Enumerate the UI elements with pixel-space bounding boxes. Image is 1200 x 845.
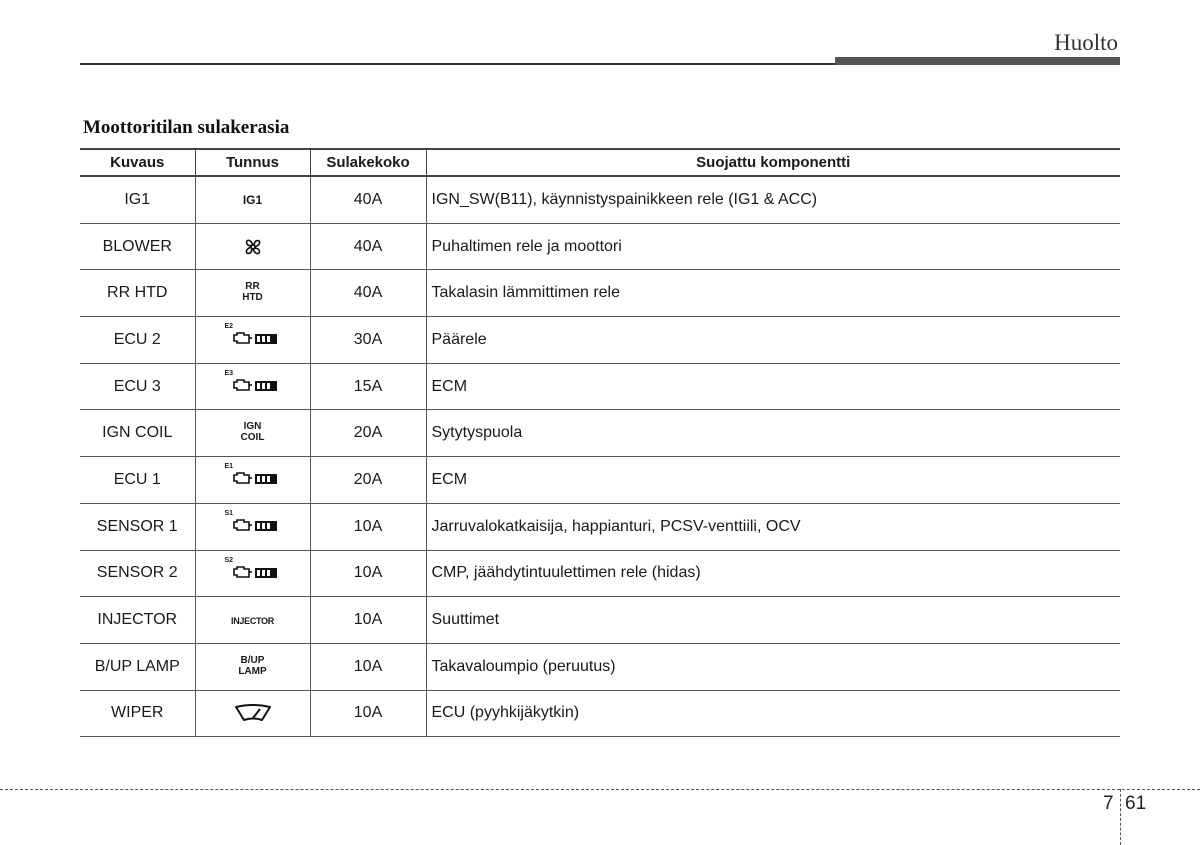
protected-component: Puhaltimen rele ja moottori bbox=[426, 223, 1120, 270]
footer-divider bbox=[0, 789, 1200, 790]
protected-component: CMP, jäähdytintuulettimen rele (hidas) bbox=[426, 550, 1120, 597]
section-title: Moottoritilan sulakerasia bbox=[83, 117, 290, 138]
table-row bbox=[80, 643, 1120, 690]
fuse-description: BLOWER bbox=[80, 223, 195, 270]
column-header-tunnus: Tunnus bbox=[195, 149, 310, 176]
page-number: 61 bbox=[1125, 793, 1147, 814]
table-row bbox=[80, 176, 1120, 223]
protected-component: Takavaloumpio (peruutus) bbox=[426, 643, 1120, 690]
engine-ecu-icon bbox=[231, 329, 281, 347]
column-header-sulakekoko: Sulakekoko bbox=[310, 149, 426, 176]
engine-ecu-icon bbox=[231, 376, 281, 394]
footer-page-separator bbox=[1120, 789, 1121, 845]
fuse-symbol bbox=[195, 550, 310, 597]
fuse-symbol-line2: LAMP bbox=[238, 665, 267, 677]
header-bar bbox=[835, 57, 1120, 65]
fuse-symbol bbox=[195, 270, 310, 317]
column-header-suojattu-komponentti: Suojattu komponentti bbox=[426, 149, 1120, 176]
column-header-kuvaus: Kuvaus bbox=[80, 149, 195, 176]
fuse-symbol-sub: E3 bbox=[224, 370, 234, 378]
fuse-rating: 10A bbox=[310, 597, 426, 644]
fuse-rating: 30A bbox=[310, 317, 426, 364]
fuse-rating: 10A bbox=[310, 503, 426, 550]
fuse-rating: 40A bbox=[310, 270, 426, 317]
fuse-symbol-sub: E1 bbox=[224, 463, 234, 471]
fuse-symbol bbox=[195, 457, 310, 504]
protected-component: ECM bbox=[426, 363, 1120, 410]
fuse-description: ECU 1 bbox=[80, 457, 195, 504]
table-header-row bbox=[80, 149, 1120, 176]
fuse-description: RR HTD bbox=[80, 270, 195, 317]
fuse-rating: 10A bbox=[310, 690, 426, 737]
fuse-symbol bbox=[195, 597, 310, 644]
table-row bbox=[80, 363, 1120, 410]
table-row bbox=[80, 550, 1120, 597]
fuse-symbol-line1: B/UP bbox=[240, 654, 265, 666]
fuse-description: SENSOR 2 bbox=[80, 550, 195, 597]
fuse-rating: 20A bbox=[310, 457, 426, 504]
engine-ecu-icon bbox=[231, 516, 281, 534]
fuse-description: WIPER bbox=[80, 690, 195, 737]
fuse-description: IG1 bbox=[80, 176, 195, 223]
fuse-symbol-sub: S1 bbox=[224, 510, 234, 518]
fuse-symbol bbox=[195, 503, 310, 550]
fuse-rating: 20A bbox=[310, 410, 426, 457]
protected-component: ECU (pyyhkijäkytkin) bbox=[426, 690, 1120, 737]
table-row bbox=[80, 503, 1120, 550]
fuse-symbol-text: INJECTOR bbox=[231, 616, 274, 627]
fuse-symbol bbox=[195, 410, 310, 457]
windshield-wiper-icon bbox=[233, 702, 273, 724]
table-row bbox=[80, 457, 1120, 504]
engine-ecu-icon bbox=[231, 469, 281, 487]
protected-component: Jarruvalokatkaisija, happianturi, PCSV-venttiili, OCV bbox=[426, 503, 1120, 550]
fuse-rating: 40A bbox=[310, 223, 426, 270]
fuse-symbol-line1: RR bbox=[245, 281, 260, 293]
protected-component: Suuttimet bbox=[426, 597, 1120, 644]
fuse-table bbox=[80, 148, 1120, 737]
protected-component: Sytytyspuola bbox=[426, 410, 1120, 457]
fuse-symbol bbox=[195, 690, 310, 737]
fuse-description: SENSOR 1 bbox=[80, 503, 195, 550]
fuse-symbol-line1: IGN bbox=[243, 421, 262, 433]
fuse-symbol bbox=[195, 363, 310, 410]
fuse-rating: 40A bbox=[310, 176, 426, 223]
header-title: Huolto bbox=[1054, 30, 1118, 55]
table-row bbox=[80, 410, 1120, 457]
fuse-symbol bbox=[195, 176, 310, 223]
fuse-description: ECU 2 bbox=[80, 317, 195, 364]
fuse-symbol-sub: S2 bbox=[224, 556, 234, 564]
fuse-description: IGN COIL bbox=[80, 410, 195, 457]
fuse-rating: 15A bbox=[310, 363, 426, 410]
table-row bbox=[80, 597, 1120, 644]
fuse-symbol bbox=[195, 643, 310, 690]
fuse-description: B/UP LAMP bbox=[80, 643, 195, 690]
table-row bbox=[80, 270, 1120, 317]
protected-component: Takalasin lämmittimen rele bbox=[426, 270, 1120, 317]
fan-icon bbox=[241, 235, 265, 259]
fuse-symbol bbox=[195, 317, 310, 364]
fuse-rating: 10A bbox=[310, 643, 426, 690]
fuse-symbol-line2: HTD bbox=[242, 292, 263, 304]
table-row bbox=[80, 690, 1120, 737]
fuse-rating: 10A bbox=[310, 550, 426, 597]
fuse-symbol-text: IG1 bbox=[242, 192, 263, 207]
engine-ecu-icon bbox=[231, 563, 281, 581]
protected-component: ECM bbox=[426, 457, 1120, 504]
table-row bbox=[80, 223, 1120, 270]
protected-component: IGN_SW(B11), käynnistyspainikkeen rele (IG1 & ACC) bbox=[426, 176, 1120, 223]
fuse-description: INJECTOR bbox=[80, 597, 195, 644]
fuse-symbol bbox=[195, 223, 310, 270]
fuse-symbol-sub: E2 bbox=[224, 323, 234, 331]
protected-component: Päärele bbox=[426, 317, 1120, 364]
chapter-number: 7 bbox=[1103, 793, 1114, 814]
fuse-description: ECU 3 bbox=[80, 363, 195, 410]
fuse-symbol-line2: COIL bbox=[240, 432, 265, 444]
table-row bbox=[80, 317, 1120, 364]
